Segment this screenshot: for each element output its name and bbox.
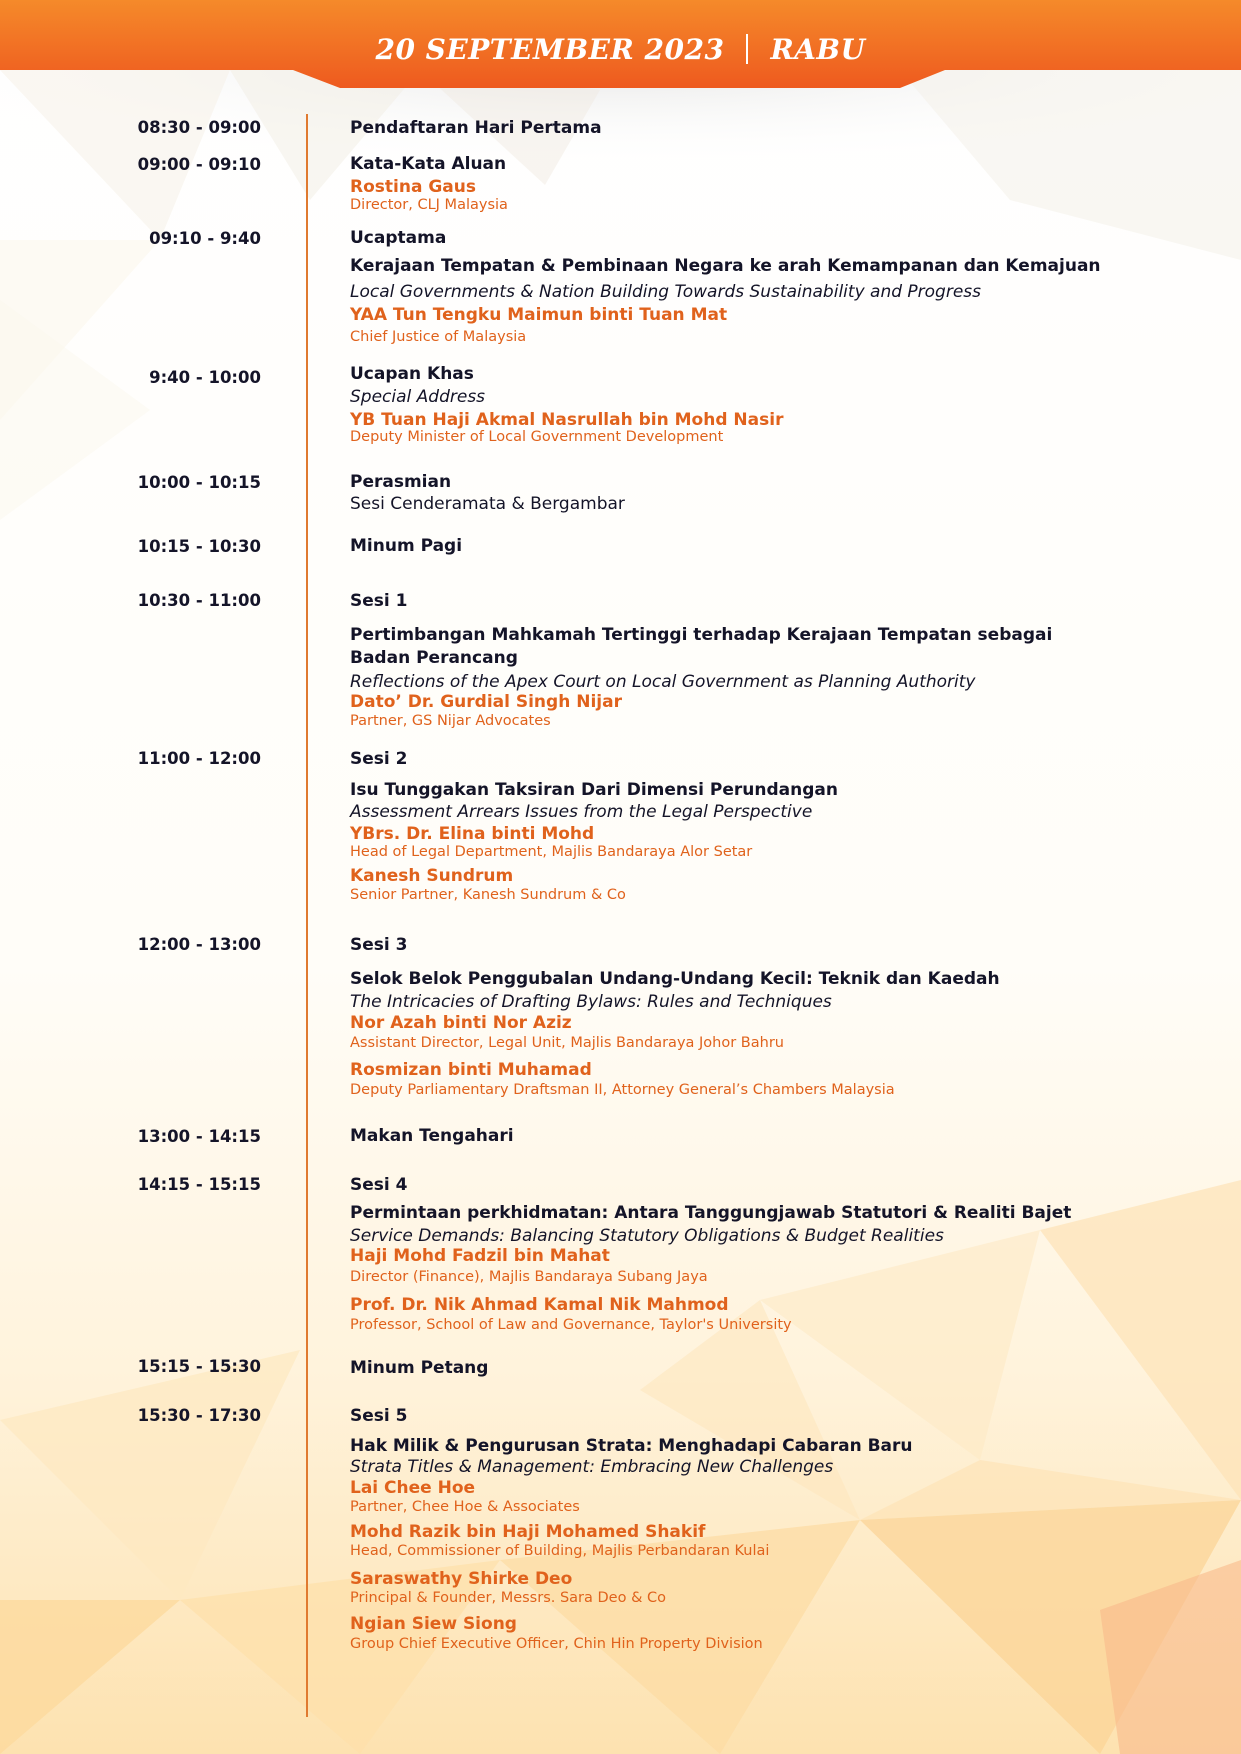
time-slot: 08:30 - 09:00: [137, 118, 261, 137]
speaker-name: Rostina Gaus: [350, 177, 476, 197]
time-slot: 11:00 - 12:00: [137, 749, 261, 768]
speaker-role: Head of Legal Department, Majlis Bandaraya Alor Setar: [350, 844, 753, 860]
speaker-role: Director, CLJ Malaysia: [350, 197, 508, 213]
session-title: Sesi 3: [350, 935, 408, 955]
event-date: 20 SEPTEMBER 2023: [375, 33, 725, 66]
item-title: Minum Pagi: [350, 536, 463, 556]
speaker-name: Dato’ Dr. Gurdial Singh Nijar: [350, 692, 622, 712]
speaker-role: Partner, Chee Hoe & Associates: [350, 1499, 580, 1515]
speaker-role: Senior Partner, Kanesh Sundrum & Co: [350, 887, 626, 903]
topic-ms-line: Pertimbangan Mahkamah Tertinggi terhadap Kerajaan Tempatan sebagai: [350, 625, 1053, 645]
time-slot: 10:15 - 10:30: [137, 537, 261, 556]
topic-en: Service Demands: Balancing Statutory Obligations & Budget Realities: [350, 1226, 944, 1246]
speaker-name: Ngian Siew Siong: [350, 1614, 517, 1634]
speaker-name: Lai Chee Hoe: [350, 1478, 476, 1498]
speaker-role: Chief Justice of Malaysia: [350, 329, 527, 345]
speaker-role: Head, Commissioner of Building, Majlis Perbandaran Kulai: [350, 1543, 770, 1559]
topic-ms: Hak Milik & Pengurusan Strata: Menghadapi Cabaran Baru: [350, 1436, 913, 1456]
speaker-name: YBrs. Dr. Elina binti Mohd: [350, 824, 595, 844]
topic-ms-line: Badan Perancang: [350, 648, 518, 668]
speaker-role: Assistant Director, Legal Unit, Majlis Bandaraya Johor Bahru: [350, 1035, 784, 1051]
time-slot: 10:30 - 11:00: [137, 591, 261, 610]
time-slot: 10:00 - 10:15: [137, 473, 261, 492]
item-title: Ucapan Khas: [350, 364, 474, 384]
topic-en: Strata Titles & Management: Embracing New Challenges: [350, 1457, 834, 1477]
time-slot: 9:40 - 10:00: [149, 368, 261, 387]
item-title: Pendaftaran Hari Pertama: [350, 118, 602, 138]
topic-ms: Kerajaan Tempatan & Pembinaan Negara ke arah Kemampanan dan Kemajuan: [350, 256, 1101, 276]
topic-en: Assessment Arrears Issues from the Legal Perspective: [350, 802, 813, 822]
item-title: Ucaptama: [350, 228, 447, 248]
time-slot: 13:00 - 14:15: [137, 1127, 261, 1146]
time-slot: 09:10 - 9:40: [149, 229, 261, 248]
topic-en: The Intricacies of Drafting Bylaws: Rules and Techniques: [350, 992, 832, 1012]
speaker-role: Professor, School of Law and Governance, Taylor's University: [350, 1317, 792, 1333]
speaker-name: YB Tuan Haji Akmal Nasrullah bin Mohd Nasir: [350, 410, 784, 430]
topic-ms: Permintaan perkhidmatan: Antara Tanggungjawab Statutori & Realiti Bajet: [350, 1203, 1072, 1223]
time-slot: 12:00 - 13:00: [137, 935, 261, 954]
session-title: Sesi 5: [350, 1406, 408, 1426]
subtitle-en: Special Address: [350, 387, 486, 407]
header-divider: [746, 34, 748, 64]
session-title: Sesi 2: [350, 749, 408, 769]
speaker-role: Principal & Founder, Messrs. Sara Deo & Co: [350, 1590, 666, 1606]
session-title: Sesi 1: [350, 591, 408, 611]
speaker-role: Deputy Minister of Local Government Development: [350, 429, 724, 445]
speaker-name: Nor Azah binti Nor Aziz: [350, 1013, 572, 1033]
speaker-name: Mohd Razik bin Haji Mohamed Shakif: [350, 1522, 706, 1542]
speaker-name: Saraswathy Shirke Deo: [350, 1569, 573, 1589]
speaker-name: Kanesh Sundrum: [350, 866, 514, 886]
header-band: [0, 0, 1241, 90]
speaker-name: Haji Mohd Fadzil bin Mahat: [350, 1246, 610, 1266]
item-title: Perasmian: [350, 472, 452, 492]
item-subtitle: Sesi Cenderamata & Bergambar: [350, 494, 625, 514]
topic-ms: Selok Belok Penggubalan Undang-Undang Kecil: Teknik dan Kaedah: [350, 969, 1000, 989]
speaker-role: Deputy Parliamentary Draftsman II, Attorney General’s Chambers Malaysia: [350, 1082, 895, 1098]
item-title: Makan Tengahari: [350, 1126, 514, 1146]
time-slot: 15:30 - 17:30: [137, 1406, 261, 1425]
topic-ms: Isu Tunggakan Taksiran Dari Dimensi Perundangan: [350, 780, 838, 800]
time-slot: 15:15 - 15:30: [137, 1357, 261, 1376]
time-slot: 14:15 - 15:15: [137, 1175, 261, 1194]
item-title: Minum Petang: [350, 1358, 489, 1378]
topic-en: Local Governments & Nation Building Towards Sustainability and Progress: [350, 282, 982, 302]
session-title: Sesi 4: [350, 1175, 408, 1195]
speaker-role: Group Chief Executive Officer, Chin Hin Property Division: [350, 1636, 763, 1652]
header-title: [0, 33, 1241, 66]
event-day: RABU: [770, 33, 866, 66]
time-slot: 09:00 - 09:10: [137, 155, 261, 174]
speaker-name: Prof. Dr. Nik Ahmad Kamal Nik Mahmod: [350, 1295, 729, 1315]
speaker-role: Director (Finance), Majlis Bandaraya Subang Jaya: [350, 1269, 708, 1285]
speaker-name: Rosmizan binti Muhamad: [350, 1060, 592, 1080]
speaker-name: YAA Tun Tengku Maimun binti Tuan Mat: [350, 305, 728, 325]
item-title: Kata-Kata Aluan: [350, 154, 507, 174]
speaker-role: Partner, GS Nijar Advocates: [350, 713, 551, 729]
topic-en: Reflections of the Apex Court on Local Government as Planning Authority: [350, 672, 976, 692]
